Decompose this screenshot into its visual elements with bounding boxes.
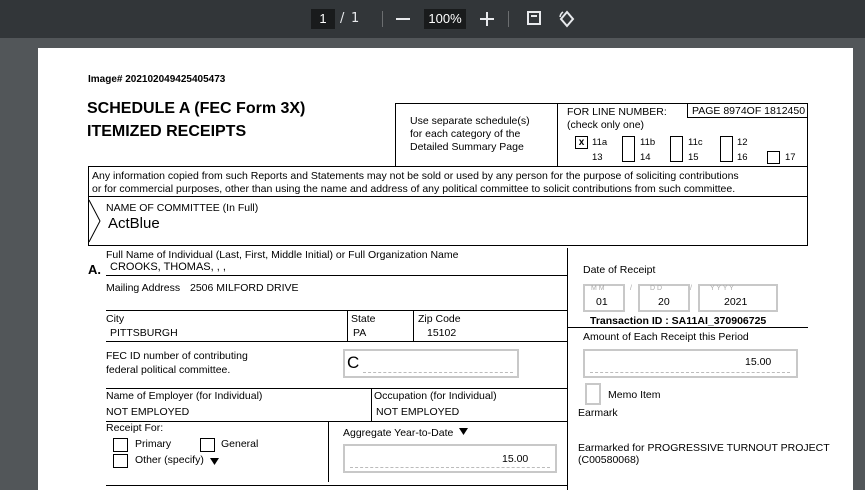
aggregate-dashes	[350, 467, 550, 469]
earmarked-committee-id: (C00580068)	[578, 454, 640, 466]
check-only-one-label: (check only one)	[567, 119, 645, 131]
line-number-label: FOR LINE NUMBER:	[567, 106, 667, 118]
city-value: PITTSBURGH	[110, 327, 178, 339]
general-checkbox[interactable]	[200, 438, 215, 452]
label-15: 15	[688, 152, 699, 163]
employer-value: NOT EMPLOYED	[106, 406, 190, 418]
other-checkbox[interactable]	[113, 454, 128, 468]
plus-icon-vertical[interactable]	[486, 12, 488, 26]
transaction-id: Transaction ID : SA11AI_370906725	[590, 315, 767, 327]
other-dropdown-arrow-icon	[210, 458, 219, 466]
divider	[106, 485, 568, 486]
schedule-title: SCHEDULE A (FEC Form 3X)	[87, 100, 306, 117]
fit-page-icon[interactable]	[527, 11, 541, 25]
earmarked-for-text: Earmarked for PROGRESSIVE TURNOUT PROJECT	[578, 442, 830, 454]
document-page	[38, 48, 853, 490]
label-11b: 11b	[640, 137, 656, 148]
date-sep-1: /	[630, 285, 632, 292]
toolbar-divider	[382, 11, 383, 27]
divider	[106, 275, 568, 276]
divider	[328, 422, 329, 482]
amount-dashes	[590, 372, 790, 374]
occupation-value: NOT EMPLOYED	[376, 406, 460, 418]
receipt-for-label: Receipt For:	[106, 422, 164, 434]
general-label: General	[221, 438, 259, 450]
divider	[413, 310, 414, 341]
primary-checkbox[interactable]	[113, 438, 128, 452]
occupation-label: Occupation (for Individual)	[374, 390, 497, 402]
label-13: 13	[592, 152, 603, 163]
full-name-value: CROOKS, THOMAS, , ,	[110, 261, 226, 273]
date-day-hint: D D	[650, 285, 663, 292]
schedule-subtitle: ITEMIZED RECEIPTS	[87, 123, 247, 140]
zip-label: Zip Code	[418, 313, 461, 325]
checkbox-11b[interactable]	[622, 136, 635, 162]
toolbar-divider	[508, 11, 509, 27]
zoom-input[interactable]: 100%	[424, 9, 466, 29]
committee-name-label: NAME OF COMMITTEE (In Full)	[106, 202, 259, 214]
committee-name: ActBlue	[108, 215, 160, 232]
amount-value: 15.00	[745, 356, 772, 368]
page-number-text: PAGE 8974OF 1812450	[692, 105, 806, 117]
city-label: City	[106, 313, 125, 325]
minus-icon[interactable]	[396, 18, 410, 20]
aggregate-label: Aggregate Year-to-Date	[343, 427, 454, 439]
date-day-value: 20	[658, 296, 670, 308]
fec-id-label-line2: federal political committee.	[106, 364, 231, 376]
mailing-address-value: 2506 MILFORD DRIVE	[190, 282, 299, 294]
zip-value: 15102	[427, 327, 457, 339]
sep-note-line3: Detailed Summary Page	[410, 141, 524, 153]
label-17: 17	[785, 152, 796, 163]
sep-note-line1: Use separate schedule(s)	[410, 115, 530, 127]
viewer-toolbar	[0, 0, 865, 38]
date-sep-2: /	[690, 285, 692, 292]
divider	[347, 310, 348, 341]
divider	[371, 388, 372, 422]
other-specify-label: Other (specify)	[135, 454, 204, 466]
memo-item-checkbox[interactable]	[585, 383, 601, 405]
fec-id-label-line1: FEC ID number of contributing	[106, 350, 248, 362]
full-name-label: Full Name of Individual (Last, First, Middle Initial) or Full Organization Name	[106, 249, 459, 261]
divider	[106, 310, 568, 311]
checkbox-12[interactable]	[720, 136, 733, 162]
date-month-hint: M M	[591, 285, 605, 292]
divider	[106, 421, 568, 422]
aggregate-value: 15.00	[502, 453, 529, 465]
section-letter: A.	[88, 262, 101, 277]
disclaimer-line2: or for commercial purposes, other than using the name and address of any political committee to solicit contributions from such committee.	[92, 183, 736, 195]
page-number-input[interactable]: 1	[311, 9, 335, 29]
label-16: 16	[737, 152, 748, 163]
disclaimer-line1: Any information copied from such Reports and Statements may not be sold or used by any person for the purpose of soliciting contributions	[92, 170, 739, 182]
committee-arrow-icon	[88, 196, 104, 246]
page-separator: /	[340, 11, 345, 26]
date-year-value: 2021	[724, 296, 748, 308]
checkbox-11c[interactable]	[670, 136, 683, 162]
label-12: 12	[737, 137, 748, 148]
label-14: 14	[640, 152, 651, 163]
primary-label: Primary	[135, 438, 172, 450]
sep-note-line2: for each category of the	[410, 128, 521, 140]
label-11c: 11c	[688, 137, 703, 148]
divider	[106, 388, 568, 389]
aggregate-arrow-icon	[459, 428, 468, 436]
memo-item-label: Memo Item	[608, 389, 661, 401]
column-divider	[567, 248, 568, 490]
state-label: State	[351, 313, 376, 325]
date-month-value: 01	[596, 296, 608, 308]
rotate-icon[interactable]	[557, 9, 577, 29]
employer-label: Name of Employer (for Individual)	[106, 390, 263, 402]
mailing-address-label: Mailing Address	[106, 282, 181, 294]
label-11a: 11a	[592, 137, 608, 148]
checkbox-11a[interactable]: x	[575, 136, 588, 149]
divider	[106, 341, 568, 342]
checkbox-17[interactable]	[767, 151, 780, 164]
fec-id-value: C	[347, 353, 360, 372]
total-pages: 1	[351, 11, 360, 26]
fit-page-icon-bar	[531, 15, 537, 17]
fec-id-dashes	[363, 372, 513, 374]
date-year-hint: Y Y Y Y	[710, 285, 734, 292]
earmark-label: Earmark	[578, 407, 618, 419]
divider	[568, 327, 808, 328]
image-number: Image# 202102049425405473	[88, 74, 226, 85]
date-of-receipt-label: Date of Receipt	[583, 264, 656, 276]
state-value: PA	[353, 327, 367, 339]
amount-label: Amount of Each Receipt this Period	[583, 331, 749, 343]
divider	[88, 196, 808, 197]
